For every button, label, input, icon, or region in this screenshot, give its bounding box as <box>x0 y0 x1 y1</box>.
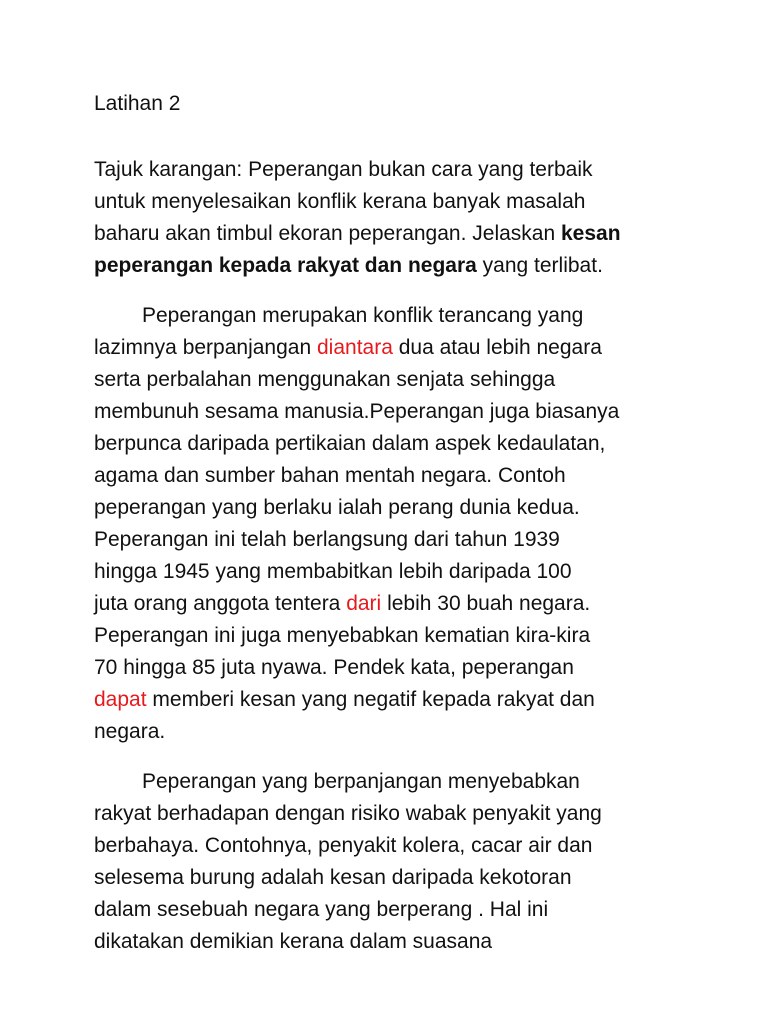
paragraph-line: 70 hingga 85 juta nyawa. Pendek kata, peperangan <box>94 656 574 679</box>
prompt-line <box>94 218 714 250</box>
paragraph-line: hingga 1945 yang membabitkan lebih daripada 100 <box>94 560 572 583</box>
paragraph-line: Peperangan yang berpanjangan menyebabkan <box>142 770 580 793</box>
paragraph-line: agama dan sumber bahan mentah negara. Contoh <box>94 464 566 487</box>
highlighted-word: dapat <box>94 688 147 711</box>
prompt-bold-text: peperangan kepada rakyat dan negara <box>94 254 477 277</box>
paragraph-line <box>94 588 714 620</box>
spacer <box>94 748 714 766</box>
highlighted-word: diantara <box>316 336 393 359</box>
prompt-line <box>94 250 714 282</box>
paragraph-line: membunuh sesama manusia.Peperangan juga biasanya <box>94 400 620 423</box>
paragraph-line <box>94 332 714 364</box>
paragraph-line: peperangan yang berlaku ialah perang dunia kedua. <box>94 496 580 519</box>
paragraph-text: lazimnya berpanjangan <box>94 336 317 359</box>
paragraph-1 <box>94 300 714 748</box>
paragraph-line: dalam sesebuah negara yang berperang . Hal ini <box>94 898 549 921</box>
paragraph-line: Peperangan ini telah berlangsung dari tahun 1939 <box>94 528 560 551</box>
paragraph-text: dua atau lebih negara <box>392 336 602 359</box>
prompt-text: yang terlibat. <box>476 254 603 277</box>
prompt-line: untuk menyelesaikan konflik kerana banyak masalah <box>94 190 586 213</box>
prompt-text: baharu akan timbul ekoran peperangan. Jelaskan <box>94 222 561 245</box>
paragraph-line: selesema burung adalah kesan daripada kekotoran <box>94 866 572 889</box>
paragraph-line: serta perbalahan menggunakan senjata sehingga <box>94 368 556 391</box>
paragraph-line: berbahaya. Contohnya, penyakit kolera, cacar air dan <box>94 834 593 857</box>
paragraph-line: berpunca daripada pertikaian dalam aspek kedaulatan, <box>94 432 606 455</box>
document-page <box>94 88 714 958</box>
spacer <box>94 120 714 154</box>
paragraph-text: memberi kesan yang negatif kepada rakyat dan <box>146 688 595 711</box>
paragraph-line: negara. <box>94 720 166 743</box>
paragraph-2 <box>94 766 714 958</box>
paragraph-line <box>94 684 714 716</box>
paragraph-text: juta orang anggota tentera <box>94 592 347 615</box>
paragraph-line: dikatakan demikian kerana dalam suasana <box>94 930 493 953</box>
essay-prompt <box>94 154 714 282</box>
paragraph-line: rakyat berhadapan dengan risiko wabak penyakit yang <box>94 802 602 825</box>
spacer <box>94 282 714 300</box>
highlighted-word: dari <box>346 592 382 615</box>
prompt-bold-text: kesan <box>560 222 621 245</box>
paragraph-text: lebih 30 buah negara. <box>381 592 591 615</box>
prompt-line: Tajuk karangan: Peperangan bukan cara yang terbaik <box>94 158 593 181</box>
paragraph-line: Peperangan merupakan konflik terancang yang <box>142 304 584 327</box>
document-title: Latihan 2 <box>94 92 181 115</box>
paragraph-line: Peperangan ini juga menyebabkan kematian kira-kira <box>94 624 591 647</box>
